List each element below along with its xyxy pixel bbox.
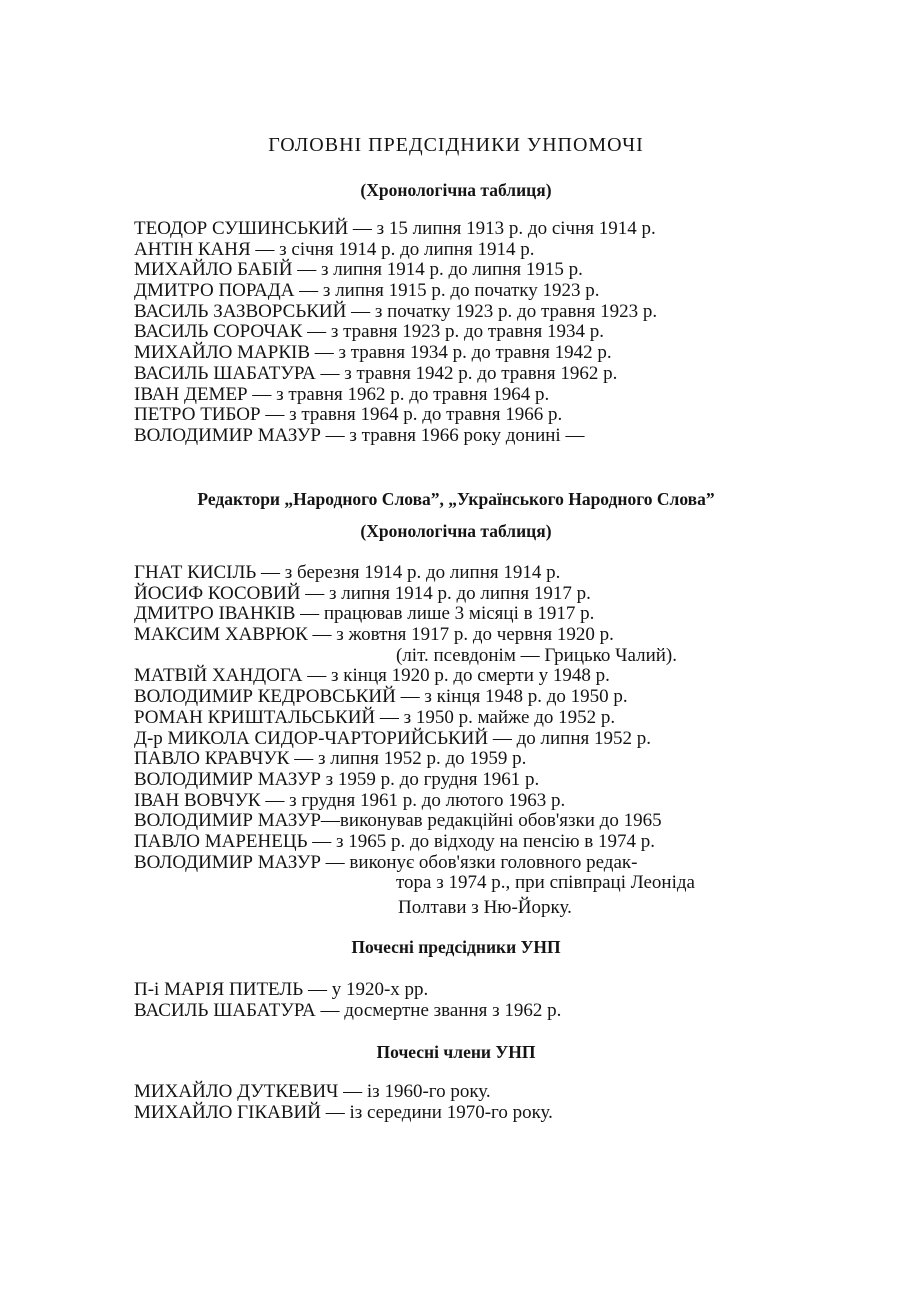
list-item: ВАСИЛЬ СОРОЧАК — з травня 1923 р. до травня 1934 р. — [134, 321, 604, 343]
list-item: АНТІН КАНЯ — з січня 1914 р. до липня 1914 р. — [134, 238, 535, 260]
list-item: РОМАН КРИШТАЛЬСЬКИЙ — з 1950 р. майже до 1952 р. — [134, 706, 616, 728]
list-item: ТЕОДОР СУШИНСЬКИЙ — з 15 липня 1913 р. до січня 1914 р. — [134, 218, 656, 239]
list-item: МИХАЙЛО ГІКАВИЙ — із середини 1970-го року. — [134, 1101, 553, 1123]
list-item: МИХАЙЛО БАБІЙ — з липня 1914 р. до липня 1915 р. — [134, 259, 583, 281]
list-item: ВОЛОДИМИР МАЗУР з 1959 р. до грудня 1961 р. — [134, 768, 540, 790]
list-item: ПАВЛО КРАВЧУК — з липня 1952 р. до 1959 р. — [134, 748, 527, 770]
list-item: МИХАЙЛО МАРКІВ — з травня 1934 р. до травня 1942 р. — [134, 342, 612, 364]
list-item-continuation: Полтави з Ню-Йорку. — [398, 897, 572, 918]
list-item: ВАСИЛЬ ШАБАТУРА — з травня 1942 р. до травня 1962 р. — [134, 362, 618, 384]
section-title-honorary-chairmen: Почесні предсідники УНП — [351, 937, 561, 957]
section-subtitle-chairmen: (Хронологічна таблиця) — [360, 180, 552, 200]
list-item: ПЕТРО ТИБОР — з травня 1964 р. до травня 1966 р. — [134, 404, 563, 426]
chairmen-list — [134, 219, 834, 447]
list-item: ВАСИЛЬ ЗАЗВОРСЬКИЙ — з початку 1923 р. до травня 1923 р. — [134, 300, 658, 322]
section-title-chairmen: ГОЛОВНІ ПРЕДСІДНИКИ УНПОМОЧІ — [268, 134, 644, 156]
list-item: ІВАН ВОВЧУК — з грудня 1961 р. до лютого 1963 р. — [134, 789, 566, 811]
honorary-members-list — [134, 1082, 834, 1123]
list-item: ПАВЛО МАРЕНЕЦЬ — з 1965 р. до відходу на пенсію в 1974 р. — [134, 830, 655, 852]
list-item: МАКСИМ ХАВРЮК — з жовтня 1917 р. до червня 1920 р. — [134, 624, 614, 646]
honorary-chairmen-list — [134, 980, 834, 1021]
section-title-editors: Редактори „Народного Слова”, „Українського Народного Слова” — [197, 489, 715, 509]
list-item: МАТВІЙ ХАНДОГА — з кінця 1920 р. до смерти у 1948 р. — [134, 665, 610, 687]
list-item: Д-р МИКОЛА СИДОР-ЧАРТОРИЙСЬКИЙ — до липня 1952 р. — [134, 727, 651, 749]
list-item: ВОЛОДИМИР МАЗУР — з травня 1966 року донині — — [134, 424, 585, 446]
list-item: ЙОСИФ КОСОВИЙ — з липня 1914 р. до липня 1917 р. — [134, 582, 591, 604]
list-item: ВАСИЛЬ ШАБАТУРА — досмертне звання з 1962 р. — [134, 999, 562, 1021]
editors-list — [134, 563, 834, 922]
list-item: ДМИТРО ПОРАДА — з липня 1915 р. до початку 1923 р. — [134, 280, 600, 302]
list-item: ВОЛОДИМИР КЕДРОВСЬКИЙ — з кінця 1948 р. до 1950 р. — [134, 686, 628, 708]
list-item-continuation: (літ. псевдонім — Грицько Чалий). — [396, 644, 678, 666]
list-item: МИХАЙЛО ДУТКЕВИЧ — із 1960-го року. — [134, 1081, 491, 1102]
section-subtitle-editors: (Хронологічна таблиця) — [360, 521, 552, 541]
list-item: ІВАН ДЕМЕР — з травня 1962 р. до травня 1964 р. — [134, 383, 550, 405]
list-item: П-і МАРІЯ ПИТЕЛЬ — у 1920-х рр. — [134, 979, 429, 1000]
list-item: ДМИТРО ІВАНКІВ — працював лише 3 місяці в 1917 р. — [134, 603, 595, 625]
section-title-honorary-members: Почесні члени УНП — [376, 1042, 536, 1062]
list-item: ВОЛОДИМИР МАЗУР—виконував редакційні обов'язки до 1965 — [134, 810, 662, 832]
list-item-continuation: тора з 1974 р., при співпраці Леоніда — [396, 872, 695, 894]
list-item: ГНАТ КИСІЛЬ — з березня 1914 р. до липня 1914 р. — [134, 562, 561, 583]
list-item: ВОЛОДИМИР МАЗУР — виконує обов'язки головного редак- — [134, 851, 638, 873]
